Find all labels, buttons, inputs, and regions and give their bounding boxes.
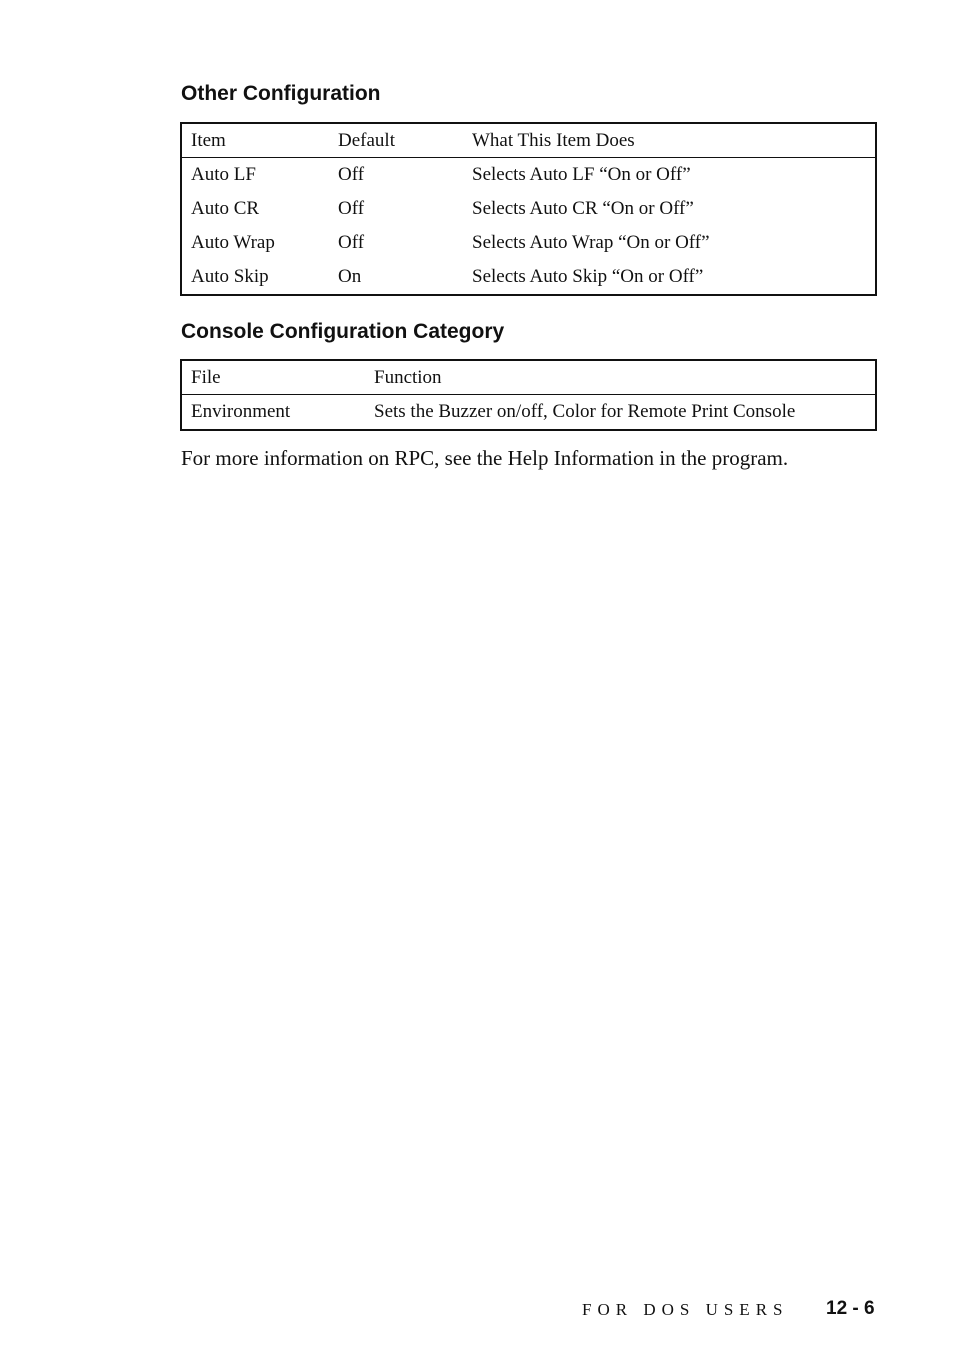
function-cell: Sets the Buzzer on/off, Color for Remote Print Console <box>374 401 796 422</box>
table-row <box>181 226 876 260</box>
item-cell: Auto Skip <box>191 266 269 287</box>
table-row <box>181 395 876 431</box>
section-heading-console-configuration: Console Configuration Category <box>181 320 505 343</box>
table-row <box>181 192 876 226</box>
file-cell: Environment <box>191 401 291 422</box>
other-configuration-table <box>180 122 877 296</box>
table-header-row <box>181 123 876 158</box>
column-header-default: Default <box>329 123 463 158</box>
column-header-description: What This Item Does <box>463 123 876 158</box>
column-header-file: File <box>181 360 365 395</box>
default-cell: Off <box>338 232 365 253</box>
column-header-function: Function <box>365 360 876 395</box>
rpc-help-note: For more information on RPC, see the Help Information in the program. <box>181 446 789 470</box>
footer-chapter-label: FOR DOS USERS <box>582 1300 789 1319</box>
description-cell: Selects Auto LF “On or Off” <box>472 164 691 185</box>
item-cell: Auto LF <box>191 164 256 185</box>
console-configuration-table <box>180 359 877 431</box>
section-heading-other-configuration: Other Configuration <box>181 82 381 105</box>
default-cell: Off <box>338 198 365 219</box>
description-cell: Selects Auto Skip “On or Off” <box>472 266 704 287</box>
item-cell: Auto Wrap <box>191 232 275 253</box>
table-header-row <box>181 360 876 395</box>
column-header-item: Item <box>181 123 329 158</box>
footer-page-number: 12 - 6 <box>826 1298 875 1319</box>
item-cell: Auto CR <box>191 198 260 219</box>
default-cell: On <box>338 266 362 287</box>
table-row <box>181 158 876 193</box>
table-row <box>181 260 876 295</box>
default-cell: Off <box>338 164 365 185</box>
description-cell: Selects Auto Wrap “On or Off” <box>472 232 710 253</box>
description-cell: Selects Auto CR “On or Off” <box>472 198 694 219</box>
